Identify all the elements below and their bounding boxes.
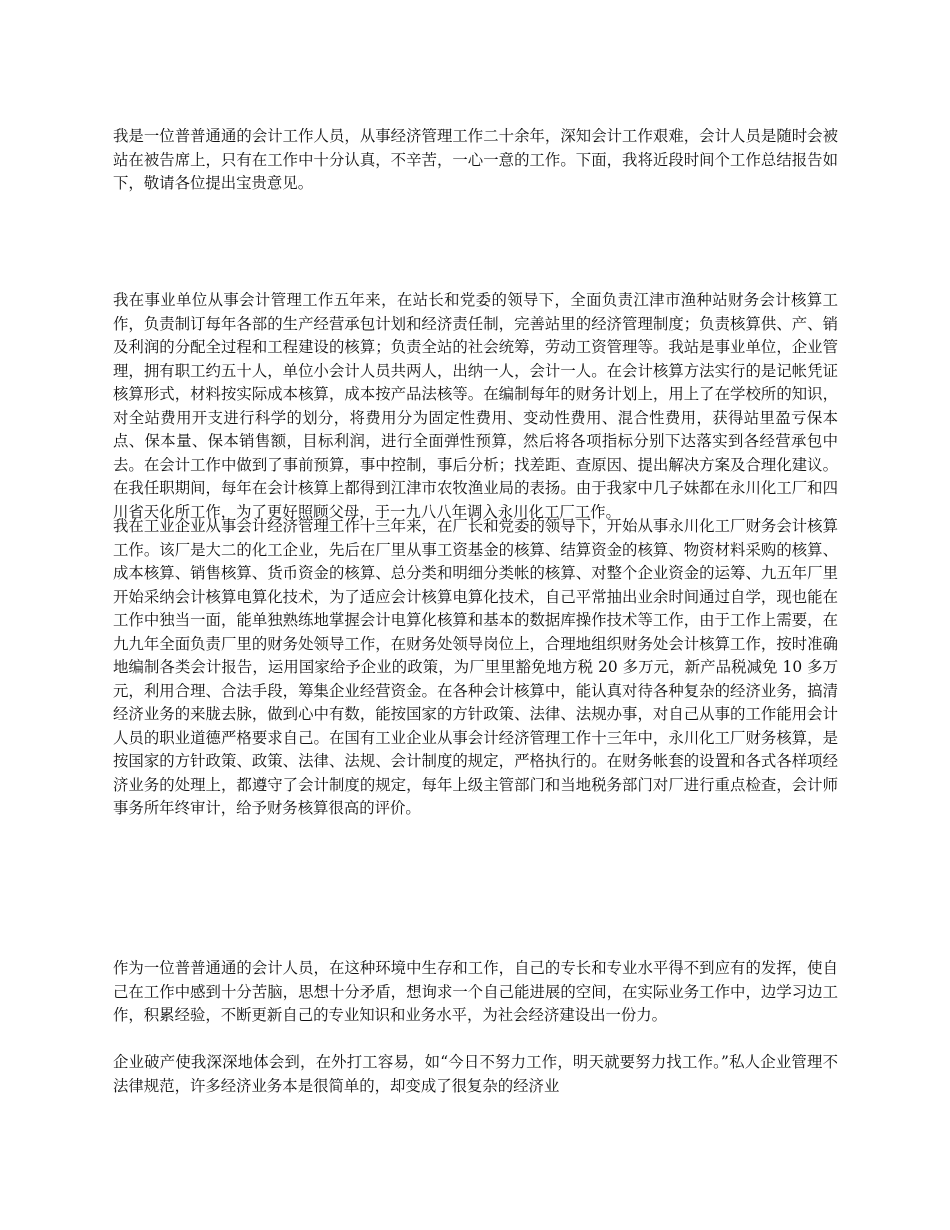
paragraph-intro: 我是一位普普通通的会计工作人员，从事经济管理工作二十余年，深知会计工作艰难，会计人员是随时会被站在被告席上，只有在工作中十分认真，不辛苦，一心一意的工作。下面，我将近段时间个工作总结报告如下，敬请各位提出宝贵意见。 — [113, 127, 838, 192]
paragraph-enterprise-bankruptcy: 企业破产使我深深地体会到，在外打工容易，如“今日不努力工作，明天就要努力找工作。”私人企业管理不法律规范，许多经济业务本是很简单的，却变成了很复杂的经济业 — [113, 1053, 838, 1095]
paragraph-career-reflection: 作为一位普普通通的会计人员，在这种环境中生存和工作，自己的专长和专业水平得不到应有的发挥，使自己在工作中感到十分苦脑，思想十分矛盾，想询求一个自己能进展的空间，在实际业务工作中，边学习边工作，积累经验，不断更新自己的专业知识和业务水平，为社会经济建设出一份力。 — [113, 959, 838, 1024]
document-page — [113, 0, 838, 1230]
paragraph-public-institution-work: 我在事业单位从事会计管理工作五年来，在站长和党委的领导下，全面负责江津市渔种站财务会计核算工作，负责制订每年各部的生产经营承包计划和经济责任制，完善站里的经济管理制度；负责核算供、产、销及利润的分配全过程和工程建设的核算；负责全站的社会统筹，劳动工资管理等。我站是事业单位，企业管理，拥有职工约五十人，单位小会计人员共两人，出纳一人，会计一人。在会计核算方法实行的是记帐凭证核算形式，材料按实际成本核算，成本按产品法核等。在编制每年的财务计划上，用上了在学校所的知识，对全站费用开支进行科学的划分，将费用分为固定性费用、变动性费用、混合性费用，获得站里盈亏保本点、保本量、保本销售额，目标利润，进行全面弹性预算，然后将各项指标分别下达落实到各经营承包中去。在会计工作中做到了事前预算，事中控制，事后分析；找差距、查原因、提出解决方案及合理化建议。在我任职期间，每年在会计核算上都得到江津市农牧渔业局的表扬。由于我家中几子妹都在永川化工厂和四川省天化所工作，为了更好照顾父母，于一九八八年调入永川化工厂工作。 — [113, 291, 838, 521]
paragraph-industrial-enterprise-work: 我在工业企业从事会计经济管理工作十三年来，在厂长和党委的领导下，开始从事永川化工厂财务会计核算工作。该厂是大二的化工企业，先后在厂里从事工资基金的核算、结算资金的核算、物资材料采购的核算、成本核算、销售核算、货币资金的核算、总分类和明细分类帐的核算、对整个企业资金的运筹、九五年厂里开始采纳会计核算电算化技术，为了适应会计核算电算化技术，自己平常抽出业余时间通过自学，现也能在工作中独当一面，能单独熟练地掌握会计电算化核算和基本的数据库操作技术等工作，由于工作上需要，在九九年全面负责厂里的财务处领导工作，在财务处领导岗位上，合理地组织财务处会计核算工作，按时准确地编制各类会计报告，运用国家给予企业的政策，为厂里里豁免地方税 20 多万元，新产品税减免 10 多万元，利用合理、合法手段，筹集企业经营资金。在各种会计核算中，能认真对待各种复杂的经济业务，搞清经济业务的来胧去脉，做到心中有数，能按国家的方针政策、法律、法规办事，对自己从事的工作能用会计人员的职业道德严格要求自己。在国有工业企业从事会计经济管理工作十三年中，永川化工厂财务核算，是按国家的方针政策、政策、法律、法规、会计制度的规定，严格执行的。在财务帐套的设置和各式各样项经济业务的处理上，都遵守了会计制度的规定，每年上级主管部门和当地税务部门对厂进行重点检查，会计师事务所年终审计，给予财务核算很高的评价。 — [113, 517, 838, 817]
